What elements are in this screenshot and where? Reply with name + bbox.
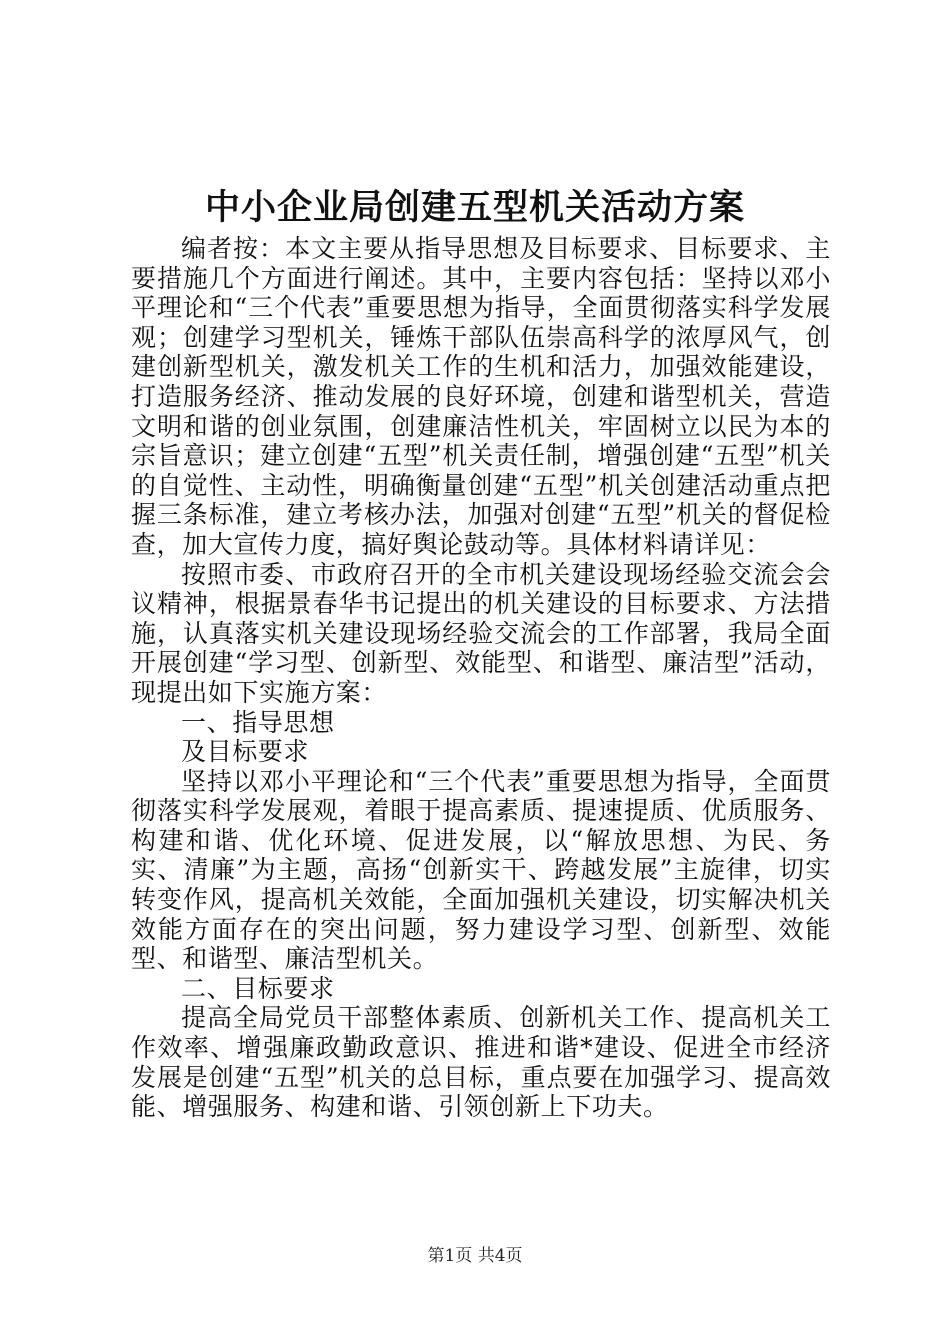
document-title: 中小企业局创建五型机关活动方案 [204,187,745,228]
section-heading-goals: 及目标要求 [181,737,310,767]
page-number-footer: 第1页 共4页 [427,1246,523,1266]
document-body [131,234,831,1122]
section-heading-target-requirements: 二、目标要求 [181,973,335,1003]
guiding-thought-paragraph: 坚持以邓小平理论和“三个代表”重要思想为指导，全面贯彻落实科学发展观，着眼于提高素质、提速提质、优质服务、构建和谐、优化环境、促进发展，以“解放思想、为民、务实、清廉”为主题，高扬“创新实干、跨越发展”主旋律，切实转变作风，提高机关效能，全面加强机关建设，切实解决机关效能方面存在的突出问题，努力建设学习型、创新型、效能型、和谐型、廉洁型机关。 [131,766,831,974]
intro-paragraph: 按照市委、市政府召开的全市机关建设现场经验交流会会议精神，根据景春华书记提出的机关建设的目标要求、方法措施，认真落实机关建设现场经验交流会的工作部署，我局全面开展创建“学习型、创新型、效能型、和谐型、廉洁型”活动，现提出如下实施方案： [131,559,831,707]
section-heading-guiding-thought: 一、指导思想 [181,707,335,737]
target-requirements-paragraph: 提高全局党员干部整体素质、创新机关工作、提高机关工作效率、增强廉政勤政意识、推进和谐*建设、促进全市经济发展是创建“五型”机关的总目标，重点要在加强学习、提高效能、增强服务、构建和谐、引领创新上下功夫。 [131,1003,831,1122]
editor-note-paragraph: 编者按：本文主要从指导思想及目标要求、目标要求、主要措施几个方面进行阐述。其中，主要内容包括：坚持以邓小平理论和“三个代表”重要思想为指导，全面贯彻落实科学发展观；创建学习型机关，锤炼干部队伍崇高科学的浓厚风气，创建创新型机关，激发机关工作的生机和活力，加强效能建设，打造服务经济、推动发展的良好环境，创建和谐型机关，营造文明和谐的创业氛围，创建廉洁性机关，牢固树立以民为本的宗旨意识；建立创建“五型”机关责任制，增强创建“五型”机关的自觉性、主动性，明确衡量创建“五型”机关创建活动重点把握三条标准，建立考核办法，加强对创建“五型”机关的督促检查，加大宣传力度，搞好舆论鼓动等。具体材料请详见： [131,234,831,559]
